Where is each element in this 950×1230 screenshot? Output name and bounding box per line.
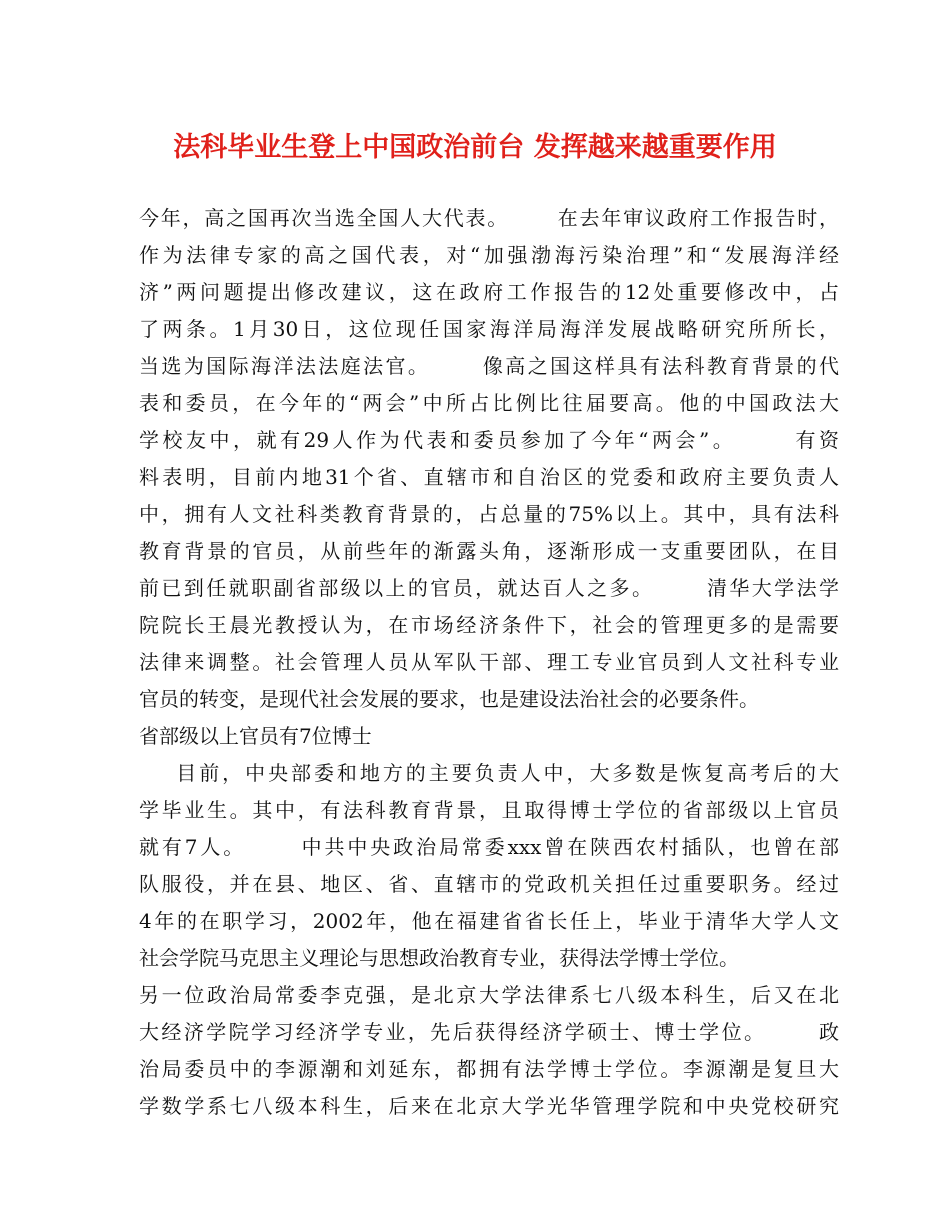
document-title: 法科毕业生登上中国政治前台 发挥越来越重要作用 <box>173 132 777 163</box>
body-line: 学毕业生。其中，有法科教育背景，且取得博士学位的省部级以上官员 <box>139 798 839 822</box>
document-body <box>139 200 839 1125</box>
body-line: 济”两问题提出修改建议，这在政府工作报告的12处重要修改中，占 <box>139 280 839 304</box>
body-line: 另一位政治局常委李克强，是北京大学法律系七八级本科生，后又在北 <box>139 983 839 1007</box>
body-line: 法律来调整。社会管理人员从军队干部、理工专业官员到人文社科专业 <box>139 650 839 674</box>
body-line: 了两条。1月30日，这位现任国家海洋局海洋发展战略研究所所长， <box>139 317 839 341</box>
body-line: 4年的在职学习，2002年，他在福建省省长任上，毕业于清华大学人文 <box>139 909 839 933</box>
body-line: 学数学系七八级本科生，后来在北京大学光华管理学院和中央党校研究 <box>139 1094 839 1118</box>
body-line: 社会学院马克思主义理论与思想政治教育专业，获得法学博士学位。 <box>139 946 739 970</box>
body-line: 官员的转变，是现代社会发展的要求，也是建设法治社会的必要条件。 <box>139 687 759 711</box>
body-line: 今年，高之国再次当选全国人大代表。 在去年审议政府工作报告时， <box>139 206 839 230</box>
section-heading: 省部级以上官员有7位博士 <box>139 724 372 748</box>
body-line: 目前，中央部委和地方的主要负责人中，大多数是恢复高考后的大 <box>139 761 839 785</box>
body-line: 治局委员中的李源潮和刘延东，都拥有法学博士学位。李源潮是复旦大 <box>139 1057 839 1081</box>
body-line: 前已到任就职副省部级以上的官员，就达百人之多。 清华大学法学 <box>139 576 839 600</box>
body-line: 院院长王晨光教授认为，在市场经济条件下，社会的管理更多的是需要 <box>139 613 839 637</box>
body-line: 教育背景的官员，从前些年的渐露头角，逐渐形成一支重要团队，在目 <box>139 539 839 563</box>
body-line: 中，拥有人文社科类教育背景的，占总量的75%以上。其中，具有法科 <box>139 502 839 526</box>
body-line: 学校友中，就有29人作为代表和委员参加了今年“两会”。 有资 <box>139 428 839 452</box>
body-line: 队服役，并在县、地区、省、直辖市的党政机关担任过重要职务。经过 <box>139 872 839 896</box>
body-line: 表和委员，在今年的“两会”中所占比例比往届要高。他的中国政法大 <box>139 391 839 415</box>
body-line: 大经济学院学习经济学专业，先后获得经济学硕士、博士学位。 政 <box>139 1020 839 1044</box>
body-line: 当选为国际海洋法法庭法官。 像高之国这样具有法科教育背景的代 <box>139 354 839 378</box>
body-line: 就有7人。 中共中央政治局常委xxx曾在陕西农村插队，也曾在部 <box>139 835 839 859</box>
body-line: 作为法律专家的高之国代表，对“加强渤海污染治理”和“发展海洋经 <box>139 243 839 267</box>
body-line: 料表明，目前内地31个省、直辖市和自治区的党委和政府主要负责人 <box>139 465 839 489</box>
